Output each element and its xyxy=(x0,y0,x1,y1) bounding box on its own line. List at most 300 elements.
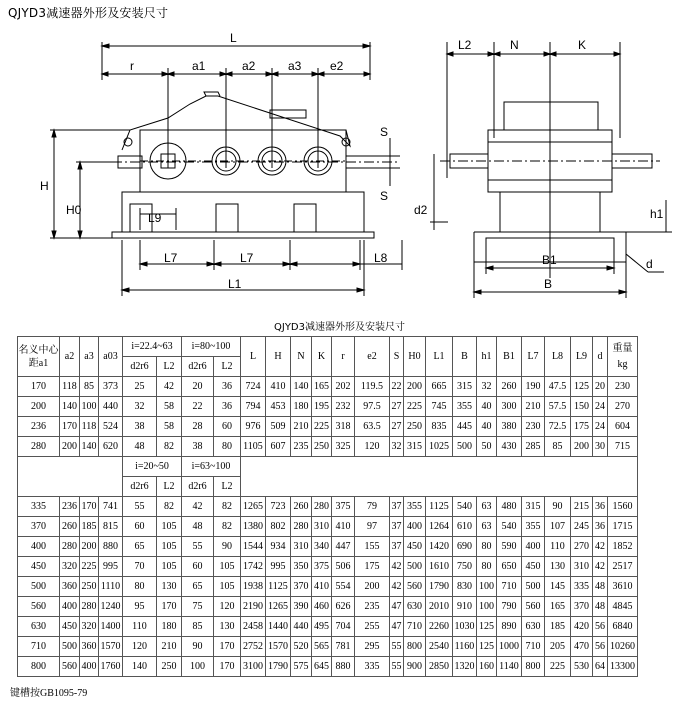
table-cell: 100 xyxy=(80,397,99,417)
table-cell: 2190 xyxy=(241,597,266,617)
table-cell: 90 xyxy=(182,637,214,657)
table-cell: 155 xyxy=(355,537,390,557)
table-cell: 32 xyxy=(123,397,157,417)
table-cell: 13300 xyxy=(608,657,638,677)
table-cell: 410 xyxy=(266,377,291,397)
table-cell: 509 xyxy=(266,417,291,437)
table-cell: 355 xyxy=(404,497,426,517)
table-cell: 590 xyxy=(497,537,522,557)
table-cell: 210 xyxy=(522,397,545,417)
header-weight-unit: kg xyxy=(617,358,628,370)
dim-h1: h1 xyxy=(650,207,664,221)
table-cell: 50 xyxy=(477,437,497,457)
dim-e2: e2 xyxy=(330,59,344,73)
table-cell: 119.5 xyxy=(355,377,390,397)
table-cell: 1160 xyxy=(453,637,477,657)
table-cell: 210 xyxy=(291,417,312,437)
table-cell: 400 xyxy=(80,657,99,677)
table-cell: 400 xyxy=(18,537,60,557)
table-cell: 704 xyxy=(332,617,355,637)
table-cell: 48 xyxy=(123,437,157,457)
table-cell: 280 xyxy=(291,517,312,537)
table-cell: 500 xyxy=(453,437,477,457)
table-cell: 32 xyxy=(477,377,497,397)
table-cell: 260 xyxy=(497,377,522,397)
table-cell: 440 xyxy=(291,617,312,637)
table-cell: 690 xyxy=(453,537,477,557)
table-cell: 140 xyxy=(291,377,312,397)
table-cell: 47 xyxy=(390,597,404,617)
blank-cell xyxy=(241,457,638,497)
table-cell: 781 xyxy=(332,637,355,657)
table-cell: 107 xyxy=(545,517,571,537)
table-cell: 97 xyxy=(355,517,390,537)
table-cell: 900 xyxy=(404,657,426,677)
header-h1: h1 xyxy=(477,337,497,377)
table-cell: 500 xyxy=(404,557,426,577)
table-cell: 200 xyxy=(80,537,99,557)
table-cell: 200 xyxy=(18,397,60,417)
table-cell: 80 xyxy=(123,577,157,597)
header-b1: B1 xyxy=(497,337,522,377)
table-header-row xyxy=(18,457,638,477)
table-cell: 370 xyxy=(18,517,60,537)
header-weight xyxy=(608,337,638,377)
table-cell: 250 xyxy=(404,417,426,437)
table-cell: 202 xyxy=(332,377,355,397)
table-cell: 22 xyxy=(390,377,404,397)
table-cell: 56 xyxy=(593,617,608,637)
table-cell: 335 xyxy=(355,657,390,677)
table-cell: 105 xyxy=(214,577,241,597)
table-cell: 280 xyxy=(312,497,332,517)
table-cell: 55 xyxy=(123,497,157,517)
dim-S-bottom: S xyxy=(380,189,389,203)
table-cell: 120 xyxy=(355,437,390,457)
table-cell: 120 xyxy=(214,597,241,617)
table-cell: 48 xyxy=(593,577,608,597)
table-cell: 320 xyxy=(60,557,80,577)
table-cell: 100 xyxy=(477,597,497,617)
table-cell: 447 xyxy=(332,537,355,557)
table-cell: 815 xyxy=(99,517,123,537)
table-cell: 200 xyxy=(571,437,593,457)
table-cell: 934 xyxy=(266,537,291,557)
table-cell: 60 xyxy=(123,517,157,537)
table-cell: 890 xyxy=(497,617,522,637)
table-cell: 85 xyxy=(182,617,214,637)
table-cell: 320 xyxy=(80,617,99,637)
table-cell: 63.5 xyxy=(355,417,390,437)
header-sub: d2r6 xyxy=(123,477,157,497)
header-l7: L7 xyxy=(522,337,545,377)
table-cell: 560 xyxy=(522,597,545,617)
header-l: L xyxy=(241,337,266,377)
table-cell: 60 xyxy=(182,557,214,577)
table-cell: 2260 xyxy=(426,617,453,637)
table-cell: 453 xyxy=(266,397,291,417)
header-s: S xyxy=(390,337,404,377)
table-cell: 650 xyxy=(497,557,522,577)
table-cell: 210 xyxy=(157,637,182,657)
dim-L: L xyxy=(230,31,237,45)
table-cell: 200 xyxy=(404,377,426,397)
table-cell: 445 xyxy=(453,417,477,437)
table-cell: 370 xyxy=(571,597,593,617)
table-cell: 24 xyxy=(593,397,608,417)
header-ratio-group-2b: i=63~100 xyxy=(182,457,241,477)
dim-B1: B1 xyxy=(542,253,557,267)
reducer-outline-drawing xyxy=(0,18,679,318)
table-cell: 2850 xyxy=(426,657,453,677)
table-cell: 58 xyxy=(157,397,182,417)
table-cell: 125 xyxy=(477,617,497,637)
table-cell: 270 xyxy=(571,537,593,557)
table-cell: 430 xyxy=(497,437,522,457)
table-row xyxy=(18,577,638,597)
header-sub: d2r6 xyxy=(123,357,157,377)
table-cell: 10260 xyxy=(608,637,638,657)
table-cell: 3100 xyxy=(241,657,266,677)
table-cell: 310 xyxy=(571,557,593,577)
table-cell: 2517 xyxy=(608,557,638,577)
table-cell: 390 xyxy=(291,597,312,617)
table-cell: 97.5 xyxy=(355,397,390,417)
table-cell: 37 xyxy=(390,497,404,517)
table-cell: 794 xyxy=(241,397,266,417)
table-cell: 80 xyxy=(214,437,241,457)
table-cell: 607 xyxy=(266,437,291,457)
table-cell: 280 xyxy=(80,597,99,617)
table-cell: 2010 xyxy=(426,597,453,617)
table-row xyxy=(18,417,638,437)
table-cell: 540 xyxy=(453,497,477,517)
table-row xyxy=(18,617,638,637)
table-cell: 715 xyxy=(608,437,638,457)
table-cell: 802 xyxy=(266,517,291,537)
table-cell: 880 xyxy=(99,537,123,557)
header-a03: a03 xyxy=(99,337,123,377)
table-cell: 1125 xyxy=(426,497,453,517)
table-cell: 175 xyxy=(355,557,390,577)
header-h0: H0 xyxy=(404,337,426,377)
table-cell: 800 xyxy=(18,657,60,677)
table-cell: 260 xyxy=(60,517,80,537)
table-cell: 1715 xyxy=(608,517,638,537)
table-cell: 1125 xyxy=(266,577,291,597)
header-l1: L1 xyxy=(426,337,453,377)
table-cell: 56 xyxy=(593,637,608,657)
table-cell: 40 xyxy=(477,397,497,417)
table-cell: 55 xyxy=(390,657,404,677)
table-cell: 190 xyxy=(522,377,545,397)
table-cell: 72.5 xyxy=(545,417,571,437)
table-cell: 36 xyxy=(593,517,608,537)
table-cell: 82 xyxy=(157,437,182,457)
table-cell: 976 xyxy=(241,417,266,437)
table-cell: 400 xyxy=(60,597,80,617)
table-cell: 20 xyxy=(182,377,214,397)
dim-d: d xyxy=(646,257,653,271)
table-cell: 145 xyxy=(545,577,571,597)
table-cell: 1790 xyxy=(266,657,291,677)
table-cell: 105 xyxy=(157,537,182,557)
table-cell: 500 xyxy=(18,577,60,597)
table-cell: 285 xyxy=(522,437,545,457)
table-cell: 64 xyxy=(593,657,608,677)
table-cell: 170 xyxy=(214,637,241,657)
table-cell: 185 xyxy=(80,517,99,537)
table-cell: 604 xyxy=(608,417,638,437)
table-cell: 560 xyxy=(60,657,80,677)
header-sub: L2 xyxy=(157,357,182,377)
table-cell: 880 xyxy=(332,657,355,677)
table-cell: 27 xyxy=(390,417,404,437)
table-cell: 37 xyxy=(390,537,404,557)
table-cell: 1264 xyxy=(426,517,453,537)
table-cell: 48 xyxy=(182,517,214,537)
table-cell: 180 xyxy=(157,617,182,637)
table-row xyxy=(18,597,638,617)
table-cell: 506 xyxy=(332,557,355,577)
table-cell: 280 xyxy=(60,537,80,557)
table-cell: 230 xyxy=(608,377,638,397)
table-cell: 255 xyxy=(355,617,390,637)
table-cell: 1570 xyxy=(99,637,123,657)
table-cell: 250 xyxy=(157,657,182,677)
table-cell: 495 xyxy=(312,617,332,637)
table-cell: 1400 xyxy=(99,617,123,637)
table-cell: 195 xyxy=(312,397,332,417)
table-cell: 610 xyxy=(453,517,477,537)
table-cell: 236 xyxy=(18,417,60,437)
table-cell: 130 xyxy=(545,557,571,577)
table-cell: 1140 xyxy=(497,657,522,677)
table-cell: 38 xyxy=(123,417,157,437)
header-l8: L8 xyxy=(545,337,571,377)
table-cell: 230 xyxy=(522,417,545,437)
dim-L2: L2 xyxy=(458,38,472,52)
table-cell: 626 xyxy=(332,597,355,617)
table-cell: 480 xyxy=(497,497,522,517)
table-cell: 4845 xyxy=(608,597,638,617)
table-cell: 140 xyxy=(123,657,157,677)
table-cell: 79 xyxy=(355,497,390,517)
dim-L7-right: L7 xyxy=(240,251,254,265)
table-cell: 560 xyxy=(18,597,60,617)
header-sub: L2 xyxy=(214,357,241,377)
table-cell: 20 xyxy=(593,377,608,397)
table-cell: 1000 xyxy=(497,637,522,657)
table-cell: 235 xyxy=(291,437,312,457)
table-cell: 1852 xyxy=(608,537,638,557)
table-cell: 225 xyxy=(545,657,571,677)
table-cell: 118 xyxy=(80,417,99,437)
table-cell: 741 xyxy=(99,497,123,517)
table-cell: 105 xyxy=(157,557,182,577)
header-h: H xyxy=(266,337,291,377)
table-cell: 3610 xyxy=(608,577,638,597)
table-cell: 48 xyxy=(593,597,608,617)
table-cell: 460 xyxy=(312,597,332,617)
footnote: 键槽按GB1095-79 xyxy=(10,688,88,699)
table-cell: 355 xyxy=(453,397,477,417)
table-cell: 180 xyxy=(291,397,312,417)
table-cell: 260 xyxy=(291,497,312,517)
table-cell: 620 xyxy=(99,437,123,457)
header-ratio-group-1: i=22.4~63 xyxy=(123,337,182,357)
table-cell: 554 xyxy=(332,577,355,597)
dim-a1: a1 xyxy=(192,59,206,73)
table-cell: 750 xyxy=(453,557,477,577)
table-cell: 745 xyxy=(426,397,453,417)
table-cell: 565 xyxy=(312,637,332,657)
header-sub: d2r6 xyxy=(182,477,214,497)
table-cell: 57.5 xyxy=(545,397,571,417)
table-cell: 1760 xyxy=(99,657,123,677)
table-header-row xyxy=(18,337,638,357)
page-title: QJYD3减速器外形及安装尺寸 xyxy=(8,6,169,20)
table-cell: 75 xyxy=(182,597,214,617)
table-cell: 120 xyxy=(123,637,157,657)
table-cell: 995 xyxy=(266,557,291,577)
table-cell: 200 xyxy=(60,437,80,457)
table-cell: 100 xyxy=(477,577,497,597)
table-cell: 270 xyxy=(608,397,638,417)
header-r: r xyxy=(332,337,355,377)
table-cell: 325 xyxy=(332,437,355,457)
table-cell: 630 xyxy=(18,617,60,637)
table-cell: 105 xyxy=(214,557,241,577)
table-cell: 1610 xyxy=(426,557,453,577)
table-cell: 335 xyxy=(18,497,60,517)
table-cell: 110 xyxy=(123,617,157,637)
table-cell: 335 xyxy=(571,577,593,597)
header-sub: d2r6 xyxy=(182,357,214,377)
table-row xyxy=(18,397,638,417)
table-cell: 232 xyxy=(332,397,355,417)
table-cell: 575 xyxy=(291,657,312,677)
table-cell: 90 xyxy=(545,497,571,517)
table-cell: 110 xyxy=(545,537,571,557)
table-cell: 170 xyxy=(214,657,241,677)
table-cell: 165 xyxy=(312,377,332,397)
table-cell: 170 xyxy=(157,597,182,617)
table-cell: 375 xyxy=(312,557,332,577)
table-cell: 520 xyxy=(291,637,312,657)
table-cell: 165 xyxy=(545,597,571,617)
table-cell: 215 xyxy=(571,497,593,517)
table-row xyxy=(18,497,638,517)
dim-a3: a3 xyxy=(288,59,302,73)
table-cell: 530 xyxy=(571,657,593,677)
table-cell: 37 xyxy=(390,517,404,537)
dimension-table xyxy=(17,336,638,677)
table-cell: 25 xyxy=(123,377,157,397)
table-cell: 723 xyxy=(266,497,291,517)
dim-d2: d2 xyxy=(414,203,428,217)
table-cell: 710 xyxy=(404,617,426,637)
table-cell: 450 xyxy=(522,557,545,577)
table-cell: 95 xyxy=(123,597,157,617)
table-cell: 130 xyxy=(157,577,182,597)
table-cell: 2540 xyxy=(426,637,453,657)
table-cell: 300 xyxy=(497,397,522,417)
dim-L9: L9 xyxy=(148,211,162,225)
table-cell: 500 xyxy=(60,637,80,657)
table-cell: 245 xyxy=(571,517,593,537)
table-cell: 42 xyxy=(593,537,608,557)
table-cell: 60 xyxy=(214,417,241,437)
table-cell: 125 xyxy=(477,637,497,657)
table-cell: 65 xyxy=(182,577,214,597)
header-weight-label: 重量 xyxy=(612,342,633,354)
table-cell: 250 xyxy=(312,437,332,457)
dim-N: N xyxy=(510,38,519,52)
table-cell: 1025 xyxy=(426,437,453,457)
table-cell: 175 xyxy=(571,417,593,437)
table-row xyxy=(18,557,638,577)
table-cell: 42 xyxy=(182,497,214,517)
table-cell: 100 xyxy=(182,657,214,677)
table-cell: 400 xyxy=(522,537,545,557)
table-cell: 58 xyxy=(157,417,182,437)
table-cell: 724 xyxy=(241,377,266,397)
table-row xyxy=(18,637,638,657)
table-cell: 82 xyxy=(157,497,182,517)
table-cell: 200 xyxy=(355,577,390,597)
table-cell: 830 xyxy=(453,577,477,597)
table-cell: 42 xyxy=(593,557,608,577)
table-cell: 82 xyxy=(214,517,241,537)
table-cell: 665 xyxy=(426,377,453,397)
table-cell: 360 xyxy=(60,577,80,597)
table-cell: 36 xyxy=(214,377,241,397)
table-cell: 1570 xyxy=(266,637,291,657)
header-ratio-group-2: i=80~100 xyxy=(182,337,241,357)
table-cell: 63 xyxy=(477,517,497,537)
table-cell: 310 xyxy=(312,517,332,537)
table-cell: 800 xyxy=(522,657,545,677)
table-cell: 225 xyxy=(312,417,332,437)
table-title: QJYD3减速器外形及安装尺寸 xyxy=(274,322,405,333)
table-cell: 250 xyxy=(80,577,99,597)
table-cell: 225 xyxy=(404,397,426,417)
table-cell: 47.5 xyxy=(545,377,571,397)
table-cell: 910 xyxy=(453,597,477,617)
table-cell: 1320 xyxy=(453,657,477,677)
table-cell: 1560 xyxy=(608,497,638,517)
table-cell: 375 xyxy=(332,497,355,517)
table-cell: 1420 xyxy=(426,537,453,557)
table-cell: 38 xyxy=(182,437,214,457)
table-cell: 1790 xyxy=(426,577,453,597)
table-cell: 42 xyxy=(157,377,182,397)
table-cell: 440 xyxy=(99,397,123,417)
table-cell: 150 xyxy=(571,397,593,417)
table-cell: 2752 xyxy=(241,637,266,657)
table-cell: 22 xyxy=(182,397,214,417)
table-cell: 90 xyxy=(214,537,241,557)
table-cell: 36 xyxy=(214,397,241,417)
table-cell: 63 xyxy=(477,497,497,517)
blank-cell xyxy=(18,457,123,497)
table-cell: 450 xyxy=(18,557,60,577)
table-cell: 185 xyxy=(545,617,571,637)
table-cell: 70 xyxy=(123,557,157,577)
table-cell: 27 xyxy=(390,397,404,417)
table-row xyxy=(18,377,638,397)
